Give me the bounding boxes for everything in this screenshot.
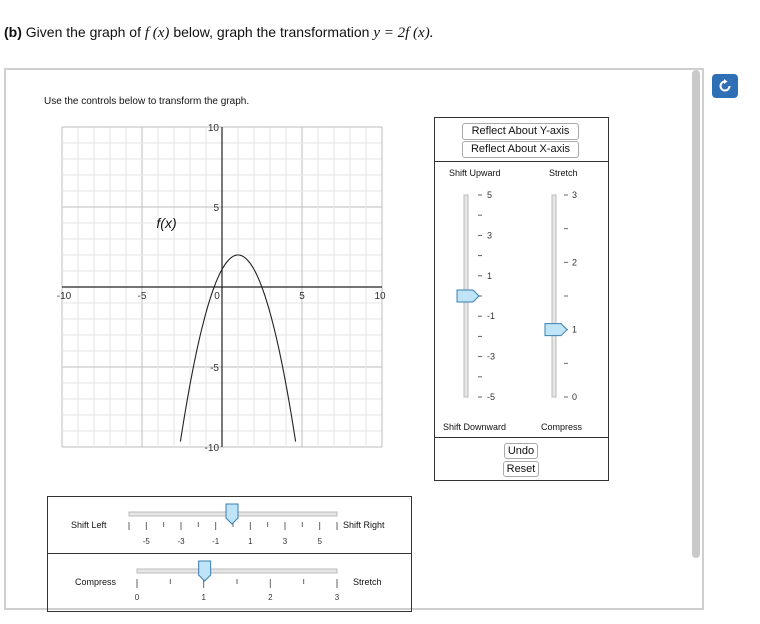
reflect-y-button[interactable]: Reflect About Y-axis bbox=[462, 123, 579, 140]
y-tick-label: -5 bbox=[210, 363, 219, 374]
refresh-icon bbox=[717, 78, 733, 94]
prompt-equation: y = 2f (x). bbox=[373, 25, 434, 41]
h-shift-tick-label: -1 bbox=[212, 537, 220, 546]
divider bbox=[434, 437, 609, 438]
x-tick-label: -10 bbox=[56, 291, 72, 302]
stretch-track bbox=[552, 195, 556, 397]
shift-tick-label: -5 bbox=[487, 392, 496, 402]
scrollbar[interactable] bbox=[692, 70, 700, 558]
refresh-button[interactable] bbox=[712, 74, 738, 98]
h-shift-tick-label: -5 bbox=[142, 537, 150, 546]
stretch-tick-label: 2 bbox=[572, 257, 578, 268]
h-shift-tick-label: 3 bbox=[282, 537, 288, 546]
h-compress-label: Compress bbox=[75, 577, 117, 587]
h-stretch-track bbox=[137, 569, 337, 573]
x-tick-label: -5 bbox=[137, 291, 147, 302]
divider bbox=[434, 161, 609, 162]
part-label: (b) bbox=[4, 24, 22, 40]
h-shift-tick-label: 5 bbox=[317, 537, 322, 546]
prompt-text-1: Given the graph of bbox=[25, 24, 141, 40]
function-label: f(x) bbox=[156, 214, 177, 231]
function-graph bbox=[56, 123, 386, 455]
x-tick-label: 10 bbox=[374, 291, 386, 302]
shift-right-label: Shift Right bbox=[343, 520, 385, 530]
shift-tick-label: 3 bbox=[487, 230, 493, 241]
h-shift-tick-label: 1 bbox=[248, 537, 253, 546]
stretch-label: Stretch bbox=[549, 168, 578, 178]
shift-tick-label: 1 bbox=[487, 270, 493, 281]
h-stretch-tick-label: 3 bbox=[334, 593, 340, 602]
h-stretch-handle bbox=[199, 561, 211, 581]
reset-button[interactable]: Reset bbox=[503, 461, 539, 477]
h-stretch-label: Stretch bbox=[353, 577, 382, 587]
shift-up-label: Shift Upward bbox=[449, 168, 501, 178]
horizontal-sliders[interactable] bbox=[47, 496, 412, 612]
undo-button[interactable]: Undo bbox=[504, 443, 538, 459]
compress-label: Compress bbox=[541, 422, 583, 432]
stretch-handle bbox=[545, 324, 567, 336]
stretch-tick-label: 3 bbox=[572, 190, 578, 200]
shift-down-label: Shift Downward bbox=[443, 422, 507, 432]
y-tick-label: 5 bbox=[213, 203, 219, 214]
reflect-x-button[interactable]: Reflect About X-axis bbox=[462, 141, 579, 158]
stretch-tick-label: 0 bbox=[572, 392, 578, 402]
h-stretch-tick-label: 1 bbox=[201, 593, 206, 602]
x-tick-label: 0 bbox=[214, 291, 220, 302]
shift-tick-label: -1 bbox=[487, 311, 496, 322]
y-tick-label: 10 bbox=[207, 123, 219, 134]
shift-tick-label: -3 bbox=[487, 351, 496, 362]
question-prompt bbox=[4, 24, 433, 42]
h-stretch-tick-label: 2 bbox=[268, 593, 273, 602]
prompt-text-2: below, graph the transformation bbox=[173, 24, 370, 40]
x-tick-label: 5 bbox=[299, 291, 305, 302]
prompt-fx: f (x) bbox=[144, 25, 170, 41]
instructions: Use the controls below to transform the graph. bbox=[44, 96, 250, 107]
h-shift-handle bbox=[226, 504, 238, 524]
shift-tick-label: 5 bbox=[487, 190, 493, 200]
stretch-tick-label: 1 bbox=[572, 324, 578, 335]
h-stretch-tick-label: 0 bbox=[134, 593, 140, 602]
vertical-sliders[interactable] bbox=[434, 185, 609, 415]
shift-handle bbox=[457, 290, 479, 302]
shift-left-label: Shift Left bbox=[71, 520, 107, 530]
h-shift-tick-label: -3 bbox=[177, 537, 185, 546]
y-tick-label: -10 bbox=[204, 443, 219, 454]
